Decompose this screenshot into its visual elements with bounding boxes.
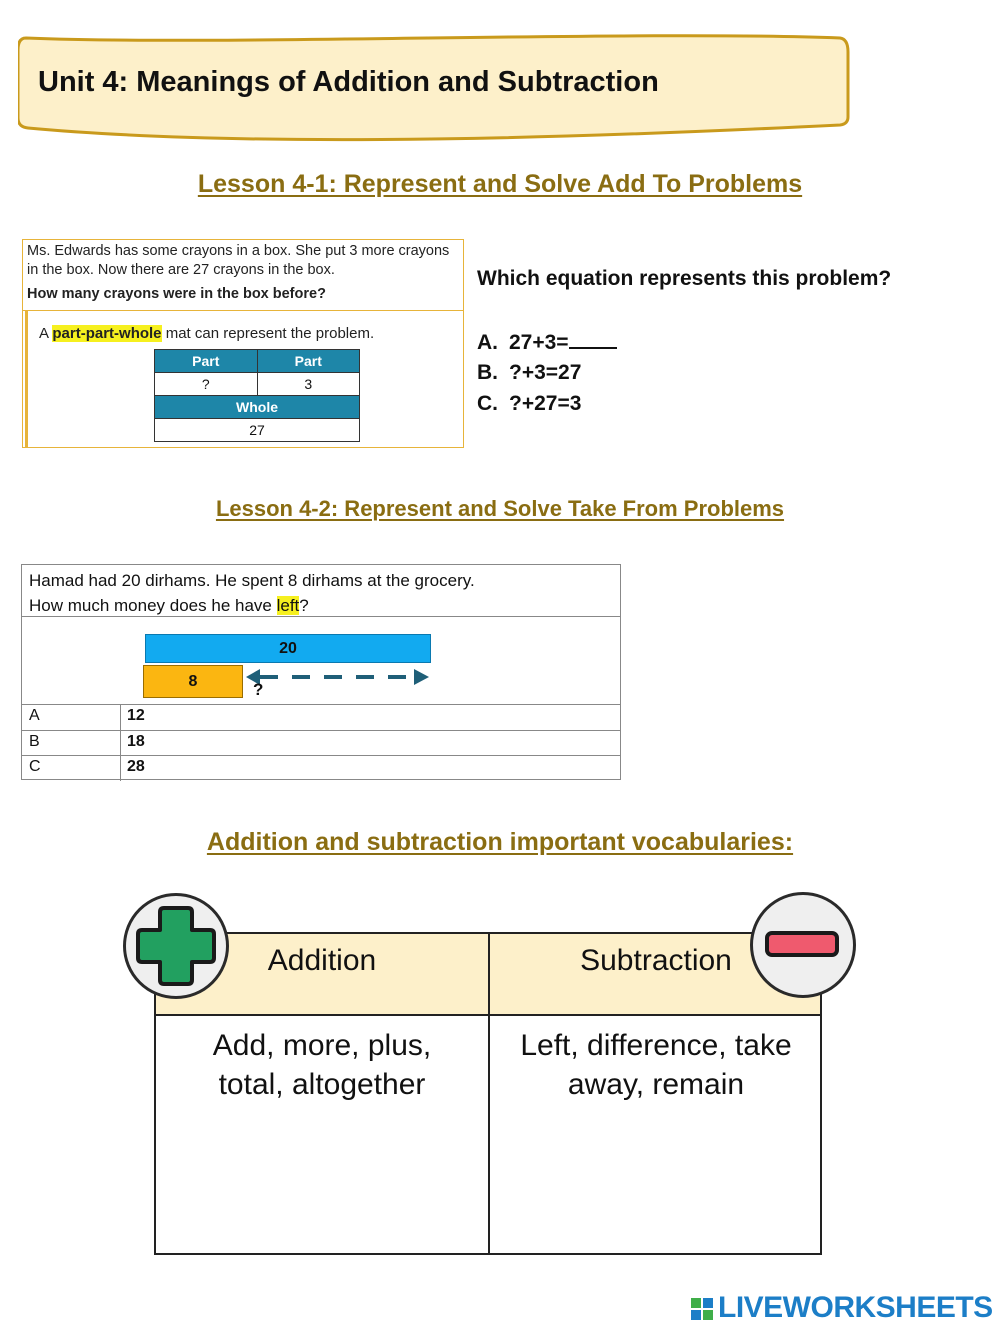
- card-divider: [22, 616, 620, 617]
- unit-banner: [18, 32, 850, 142]
- lesson-2-heading: Lesson 4-2: Represent and Solve Take From Problems: [215, 496, 785, 521]
- answer-letter: A: [29, 707, 40, 724]
- column-divider: [120, 704, 121, 730]
- mat-highlight: part-part-whole: [52, 325, 162, 342]
- part-header-2: Part: [257, 350, 360, 373]
- answer-blank: [569, 333, 617, 349]
- option-letter: A.: [477, 331, 498, 354]
- option-text: ?+27=3: [509, 392, 582, 415]
- vocabulary-table: [154, 932, 822, 1255]
- problem-highlight-left: left: [276, 596, 300, 615]
- answer-letter: C: [29, 758, 41, 775]
- part-value-1: ?: [155, 373, 258, 396]
- plus-badge: [123, 893, 229, 999]
- problem-line-1: Hamad had 20 dirhams. He spent 8 dirhams at the grocery.: [29, 571, 475, 590]
- minus-badge: [750, 892, 856, 998]
- option-letter: B.: [477, 361, 498, 384]
- whole-bar: 20: [145, 634, 431, 663]
- answer-letter: B: [29, 733, 40, 750]
- card-divider: [23, 310, 463, 311]
- liveworksheets-blocks-icon: [690, 1290, 716, 1326]
- addition-words-line-2: total, altogether: [218, 1068, 426, 1101]
- lesson-2-problem-text: [29, 568, 475, 618]
- option-text: ?+3=27: [509, 361, 582, 384]
- vocabulary-heading: Addition and subtraction important vocabularies:: [206, 828, 794, 856]
- answer-row-c[interactable]: [22, 755, 620, 781]
- subtraction-words-line-2: away, remain: [567, 1068, 745, 1101]
- dashed-double-arrow-icon: [246, 665, 430, 689]
- addition-words-line-1: Add, more, plus,: [212, 1029, 432, 1062]
- option-c[interactable]: [477, 392, 581, 416]
- answer-value: 12: [127, 707, 145, 724]
- subtraction-header: Subtraction: [580, 944, 732, 977]
- subtraction-words-line-1: Left, difference, take: [520, 1029, 792, 1062]
- plus-icon: [126, 896, 226, 996]
- lesson-1-question: Which equation represents this problem?: [477, 267, 892, 290]
- addition-header: Addition: [267, 944, 377, 977]
- answer-value: 28: [127, 758, 145, 775]
- lesson-1-heading: Lesson 4-1: Represent and Solve Add To Problems: [197, 170, 803, 198]
- unknown-mark: ?: [253, 680, 264, 699]
- option-a[interactable]: [477, 331, 617, 355]
- card-accent-bar: [25, 310, 28, 447]
- lesson-1-problem-card: [22, 239, 464, 448]
- part-bar: 8: [143, 665, 243, 698]
- answer-value: 18: [127, 733, 145, 750]
- part-part-whole-table: [154, 349, 360, 442]
- mat-prefix: A: [39, 325, 53, 342]
- lesson-1-problem-text: Ms. Edwards has some crayons in a box. She put 3 more crayons in the box. Now there are 27 crayons in the box.: [27, 243, 450, 278]
- column-divider: [120, 730, 121, 756]
- brand-name: LIVEWORKSHEETS: [718, 1291, 993, 1324]
- answer-row-a[interactable]: [22, 704, 620, 730]
- whole-header: Whole: [155, 396, 360, 419]
- problem-line-2-prefix: How much money does he have: [29, 596, 277, 615]
- lesson-1-problem-question: How many crayons were in the box before?: [27, 286, 326, 302]
- option-text: 27+3=: [509, 331, 569, 354]
- mat-description: [39, 325, 374, 342]
- part-header-1: Part: [155, 350, 258, 373]
- answer-row-b[interactable]: [22, 730, 620, 756]
- addition-words: [156, 1026, 488, 1104]
- lesson-2-problem-card: [21, 564, 621, 780]
- whole-value: 27: [155, 419, 360, 442]
- liveworksheets-logo: [690, 1290, 993, 1331]
- problem-line-2: [29, 593, 475, 618]
- mat-suffix: mat can represent the problem.: [161, 325, 375, 342]
- option-b[interactable]: [477, 361, 581, 385]
- subtraction-words: [490, 1026, 822, 1104]
- minus-icon: [753, 895, 853, 995]
- unit-title: Unit 4: Meanings of Addition and Subtraction: [38, 66, 659, 98]
- problem-line-2-suffix: ?: [299, 596, 309, 615]
- part-value-2: 3: [257, 373, 360, 396]
- column-divider: [120, 755, 121, 781]
- option-letter: C.: [477, 392, 498, 415]
